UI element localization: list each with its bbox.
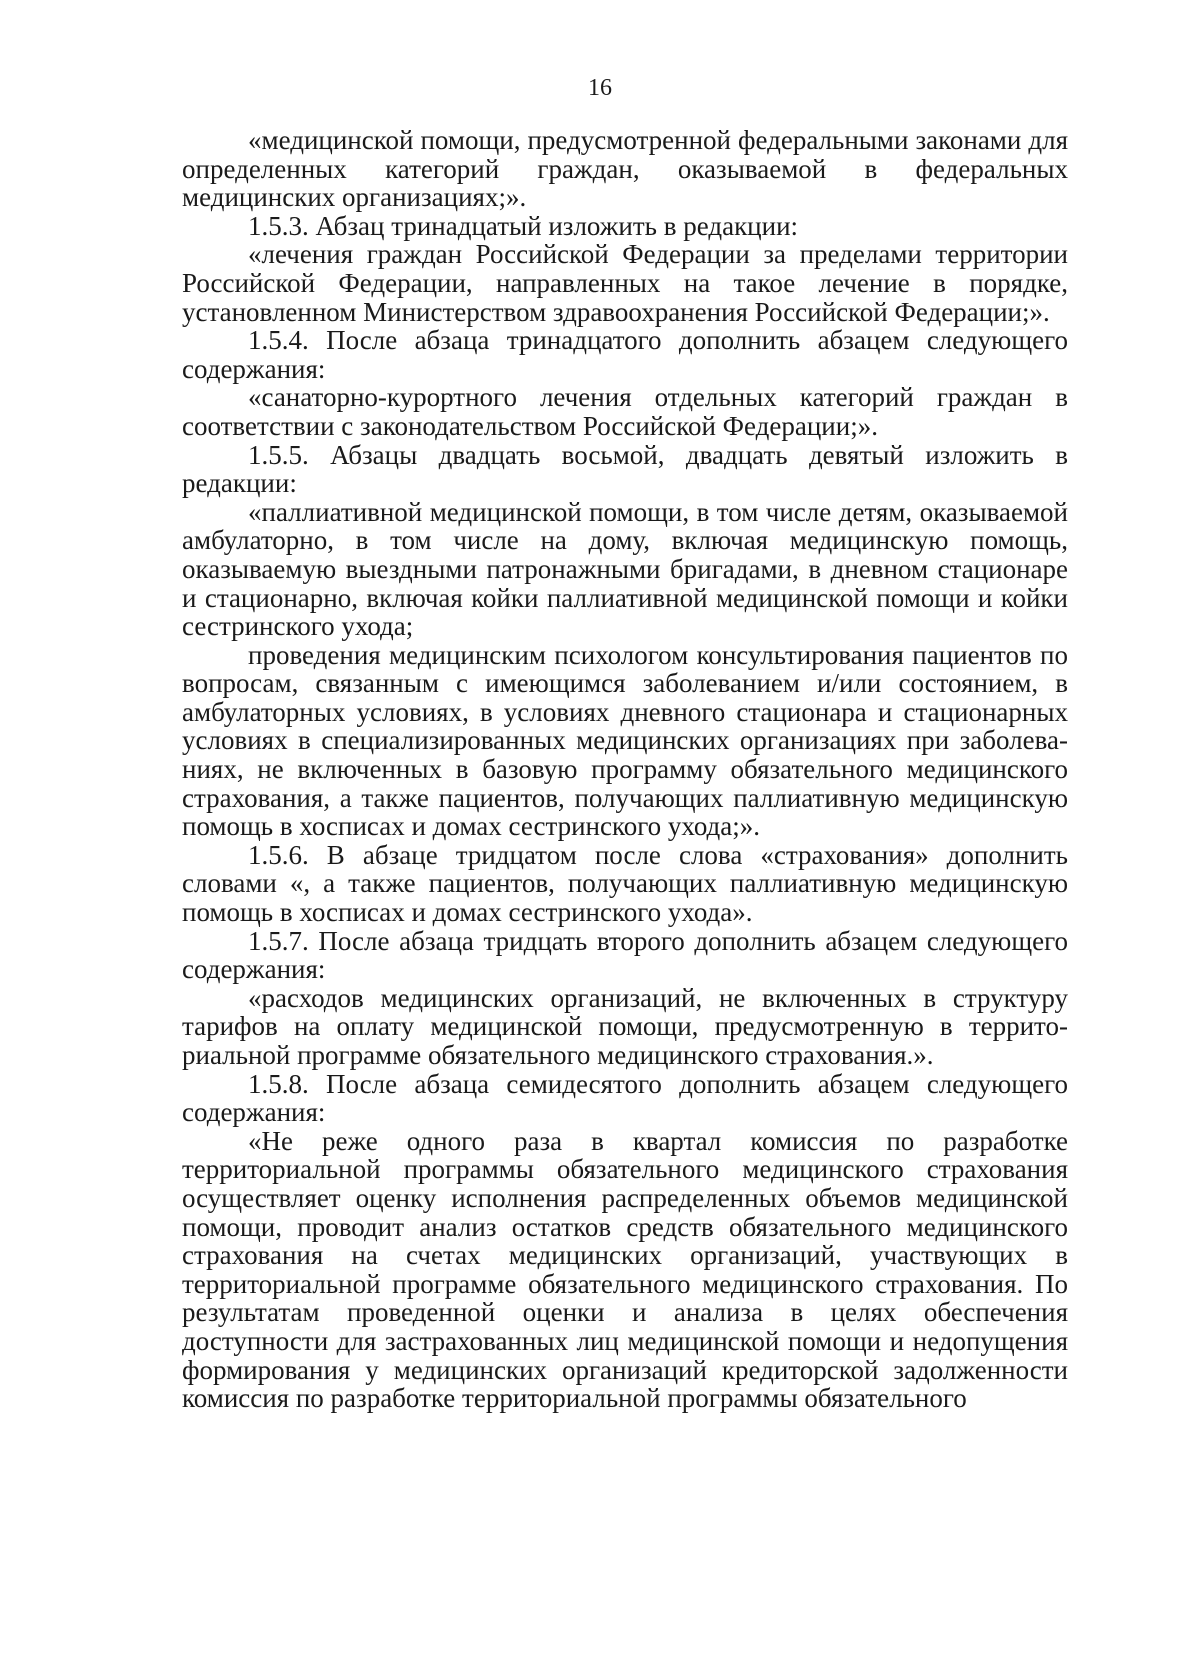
paragraph-1-5-4: 1.5.4. После абзаца тринадцатого дополнить абзацем следующего содержания: <box>182 325 1068 384</box>
paragraph-psychologist-consulting: проведения медицинским психологом консультирования пациентов по вопросам, связанным с имеющимся заболеванием и/или состоянием, в амбулаторных условиях, в условиях дневного стационара и стационарных условиях в специализированных медицинских организациях при заболеваниях, не включенных в базовую программу обязательного медицинского страхования, а также пациентов, получающих паллиативную медицинскую помощь в хосписах и домах сестринского ухода;». <box>182 639 1068 842</box>
paragraph-quote-treatment-abroad: «лечения граждан Российской Федерации за пределами территории Российской Федерации, направленных на такое лечение в порядке, установленном Министерством здравоохранения Российской Федерации;». <box>182 239 1068 327</box>
paragraph-1-5-5: 1.5.5. Абзацы двадцать восьмой, двадцать девятый изложить в редакции: <box>182 439 1068 499</box>
paragraph-quote-palliative-care: «паллиативной медицинской помощи, в том числе детям, оказываемой амбулаторно, в том числе на дому, включая медицинскую помощь, оказываемую выездными патронажными бригадами, в дневном стационаре и стационарно, включая койки паллиативной медицинской помощи и койки сестринского ухода; <box>182 496 1068 642</box>
paragraph-1-5-8: 1.5.8. После абзаца семидесятого дополнить абзацем следующего содержания: <box>182 1068 1068 1128</box>
paragraph-quote-sanatorium: «санаторно-курортного лечения отдельных категорий граждан в соответствии с законодательством Российской Федерации;». <box>182 382 1068 441</box>
paragraph-1-5-7: 1.5.7. После абзаца тридцать второго дополнить абзацем следующего содержания: <box>182 925 1068 985</box>
paragraph-quote-expenses: «расходов медицинских организаций, не включенных в структуру тарифов на оплату медицинской помощи, предусмотренную в территориальной программе обязательного медицинского страхования.». <box>182 982 1068 1070</box>
paragraph-1-5-6: 1.5.6. В абзаце тридцатом после слова «страхования» дополнить словами «, а также пациентов, получающих паллиативную медицинскую помощь в хосписах и домах сестринского ухода». <box>182 839 1068 928</box>
document-body <box>182 126 1068 1413</box>
paragraph-1-5-3: 1.5.3. Абзац тринадцатый изложить в редакции: <box>248 210 799 241</box>
page-number: 16 <box>588 75 612 101</box>
paragraph-quote-federal-organizations: «медицинской помощи, предусмотренной федеральными законами для определенных категорий граждан, оказываемой в федеральных медицинских организациях;». <box>182 125 1068 213</box>
paragraph-quote-quarterly-commission: «Не реже одного раза в квартал комиссия по разработке территориальной программы обязательного медицинского страхования осуществляет оценку исполнения распределенных объемов медицинской помощи, проводит анализ остатков средств обязательного медицинского страхования на счетах медицинских организаций, участвующих в территориальной программе обязательного медицинского страхования. По результатам проведенной оценки и анализа в целях обеспечения доступности для застрахованных лиц медицинской помощи и недопущения формирования у медицинских организаций кредиторской задолженности комиссия по разработке территориальной программы обязательного <box>182 1125 1068 1414</box>
